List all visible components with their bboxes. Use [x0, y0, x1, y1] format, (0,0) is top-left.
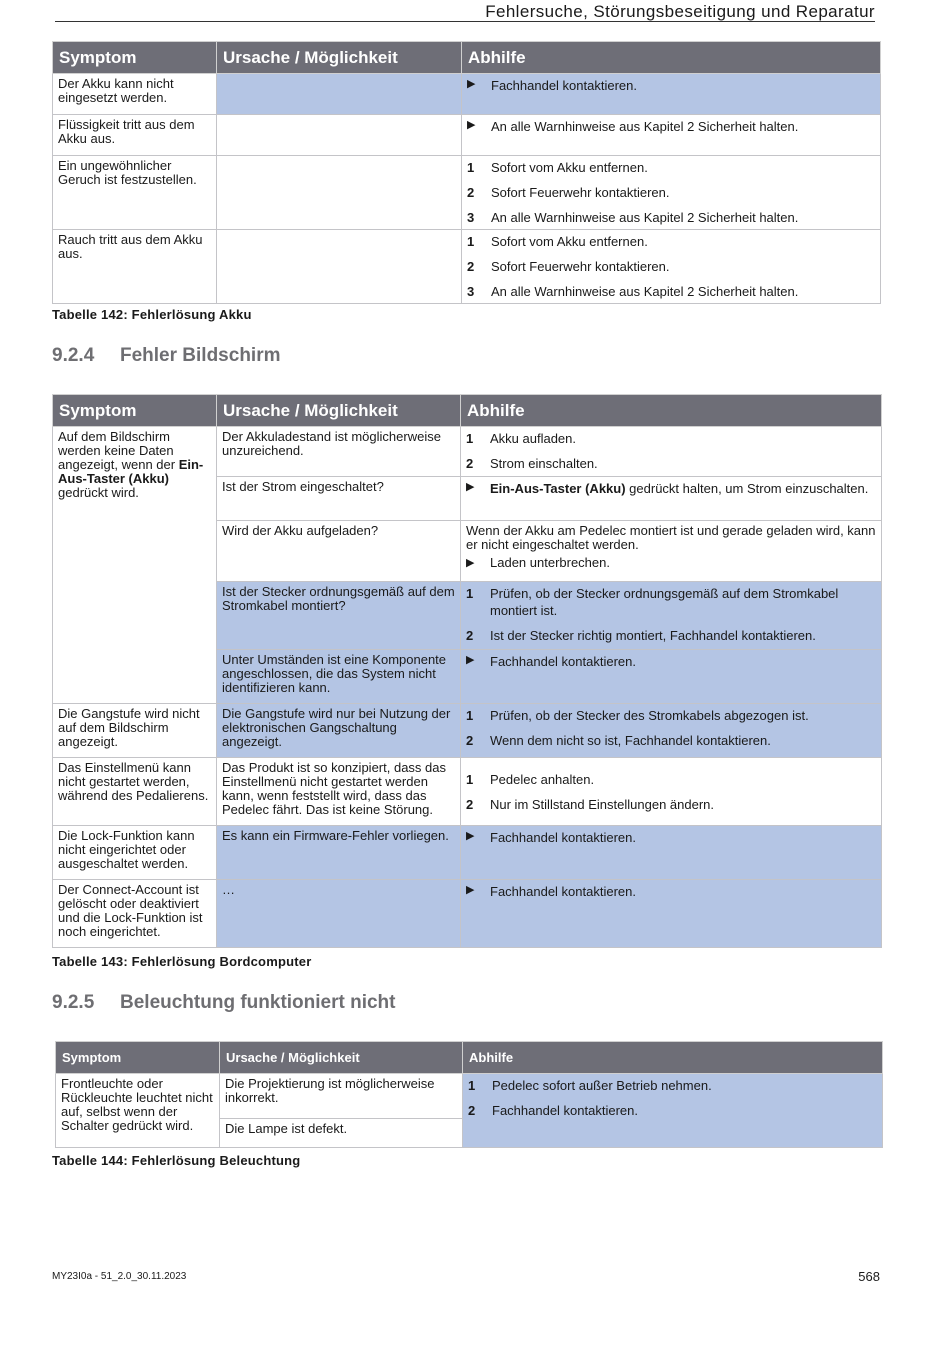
cause-cell: Ist der Stecker ordnungsgemäß auf dem Stromkabel montiert?: [217, 582, 461, 650]
cause-cell: [217, 115, 462, 156]
remedy-cell: ▶ Fachhandel kontaktieren.: [461, 880, 882, 948]
remedy-cell: ▶ An alle Warnhinweise aus Kapitel 2 Sicherheit halten.: [462, 115, 881, 156]
remedy-cell: ▶ Fachhandel kontaktieren.: [461, 826, 882, 880]
cause-cell: Die Lampe ist defekt.: [220, 1119, 463, 1148]
symptom-cell: Ein ungewöhnlicher Geruch ist festzustellen.: [53, 156, 217, 230]
bullet-triangle-icon: ▶: [467, 119, 476, 131]
col-remedy: Abhilfe: [463, 1042, 883, 1074]
section-heading: 9.2.5 Beleuchtung funktioniert nicht: [52, 992, 396, 1013]
table-row: [53, 230, 881, 304]
remedy-cell: 1 Sofort vom Akku entfernen. 2 Sofort Feuerwehr kontaktieren. 3 An alle Warnhinweise aus Kapitel 2 Sicherheit halten.: [462, 230, 881, 304]
remedy-cell: ▶ Fachhandel kontaktieren.: [461, 650, 882, 704]
bullet-triangle-icon: ▶: [466, 481, 475, 493]
cause-cell: Die Projektierung ist möglicherweise inkorrekt.: [220, 1074, 463, 1119]
symptom-cell: Auf dem Bildschirm werden keine Daten angezeigt, wenn der Ein-Aus-Taster (Akku) gedrückt wird.: [53, 427, 217, 704]
col-remedy: Abhilfe: [461, 395, 882, 427]
table-akku: [52, 41, 881, 304]
symptom-cell: Das Einstellmenü kann nicht gestartet werden, während des Pedalierens.: [53, 758, 217, 826]
symptom-cell: Die Lock-Funktion kann nicht eingerichtet oder ausgeschaltet werden.: [53, 826, 217, 880]
col-remedy: Abhilfe: [462, 42, 881, 74]
table-caption: Tabelle 142: Fehlerlösung Akku: [52, 307, 252, 322]
col-cause: Ursache / Möglichkeit: [217, 395, 461, 427]
running-header: Fehlersuche, Störungsbeseitigung und Reparatur: [485, 2, 875, 21]
symptom-cell: Frontleuchte oder Rückleuchte leuchtet nicht auf, selbst wenn der Schalter gedrückt wird.: [56, 1074, 220, 1148]
table-bordcomputer: [52, 394, 882, 948]
page-number: 568: [858, 1269, 880, 1284]
cause-cell: Das Produkt ist so konzipiert, dass das Einstellmenü nicht gestartet werden kann, wenn feststellt wird, dass das Pedelec fährt. Das ist keine Störung.: [217, 758, 461, 826]
footer-doc-id: MY23I0a - 51_2.0_30.11.2023: [52, 1271, 187, 1282]
cause-cell: Die Gangstufe wird nur bei Nutzung der elektronischen Gangschaltung angezeigt.: [217, 704, 461, 758]
symptom-cell: Die Gangstufe wird nicht auf dem Bildschirm angezeigt.: [53, 704, 217, 758]
remedy-cell: 1 Prüfen, ob der Stecker des Stromkabels abgezogen ist. 2 Wenn dem nicht so ist, Fachhandel kontaktieren.: [461, 704, 882, 758]
remedy-cell: 1 Prüfen, ob der Stecker ordnungsgemäß auf dem Stromkabel montiert ist. 2 Ist der Stecker richtig montiert, Fachhandel kontaktieren.: [461, 582, 882, 650]
table-row: [53, 74, 881, 115]
remedy-cell: 1 Akku aufladen. 2 Strom einschalten.: [461, 427, 882, 477]
col-symptom: Symptom: [53, 42, 217, 74]
table-caption: Tabelle 144: Fehlerlösung Beleuchtung: [52, 1153, 301, 1168]
cause-cell: [217, 156, 462, 230]
remedy-cell: ▶ Fachhandel kontaktieren.: [462, 74, 881, 115]
cause-cell: Der Akkuladestand ist möglicherweise unzureichend.: [217, 427, 461, 477]
table-caption: Tabelle 143: Fehlerlösung Bordcomputer: [52, 954, 312, 969]
remedy-cell: 1 Pedelec anhalten. 2 Nur im Stillstand Einstellungen ändern.: [461, 758, 882, 826]
col-cause: Ursache / Möglichkeit: [220, 1042, 463, 1074]
table-beleuchtung: [55, 1041, 883, 1148]
table-row: [53, 758, 882, 826]
table-row: [53, 156, 881, 230]
cause-cell: Ist der Strom eingeschaltet?: [217, 477, 461, 521]
cause-cell: [217, 230, 462, 304]
cause-cell: Es kann ein Firmware-Fehler vorliegen.: [217, 826, 461, 880]
table-row: [53, 704, 882, 758]
bullet-triangle-icon: ▶: [466, 654, 475, 666]
symptom-cell: Rauch tritt aus dem Akku aus.: [53, 230, 217, 304]
bullet-triangle-icon: ▶: [466, 557, 475, 569]
remedy-cell: Wenn der Akku am Pedelec montiert ist und gerade geladen wird, kann er nicht eingeschaltet werden. ▶ Laden unterbrechen.: [461, 521, 882, 582]
bullet-triangle-icon: ▶: [466, 830, 475, 842]
symptom-cell: Der Akku kann nicht eingesetzt werden.: [53, 74, 217, 115]
col-symptom: Symptom: [56, 1042, 220, 1074]
remedy-cell: ▶ Ein-Aus-Taster (Akku) gedrückt halten, um Strom einzuschalten.: [461, 477, 882, 521]
symptom-cell: Flüssigkeit tritt aus dem Akku aus.: [53, 115, 217, 156]
bullet-triangle-icon: ▶: [466, 884, 475, 896]
cause-cell: Unter Umständen ist eine Komponente angeschlossen, die das System nicht identifizieren kann.: [217, 650, 461, 704]
col-cause: Ursache / Möglichkeit: [217, 42, 462, 74]
cause-cell: …: [217, 880, 461, 948]
bullet-triangle-icon: ▶: [467, 78, 476, 90]
table-row: [56, 1074, 883, 1119]
symptom-cell: Der Connect-Account ist gelöscht oder deaktiviert und die Lock-Funktion ist noch eingerichtet.: [53, 880, 217, 948]
header-rule: [55, 21, 875, 22]
remedy-cell: 1 Sofort vom Akku entfernen. 2 Sofort Feuerwehr kontaktieren. 3 An alle Warnhinweise aus Kapitel 2 Sicherheit halten.: [462, 156, 881, 230]
col-symptom: Symptom: [53, 395, 217, 427]
table-row: [53, 427, 882, 477]
cause-cell: Wird der Akku aufgeladen?: [217, 521, 461, 582]
remedy-cell: 1 Pedelec sofort außer Betrieb nehmen. 2 Fachhandel kontaktieren.: [463, 1074, 883, 1148]
table-row: [53, 880, 882, 948]
cause-cell: [217, 74, 462, 115]
table-row: [53, 826, 882, 880]
table-row: [53, 115, 881, 156]
section-heading: 9.2.4 Fehler Bildschirm: [52, 345, 281, 366]
